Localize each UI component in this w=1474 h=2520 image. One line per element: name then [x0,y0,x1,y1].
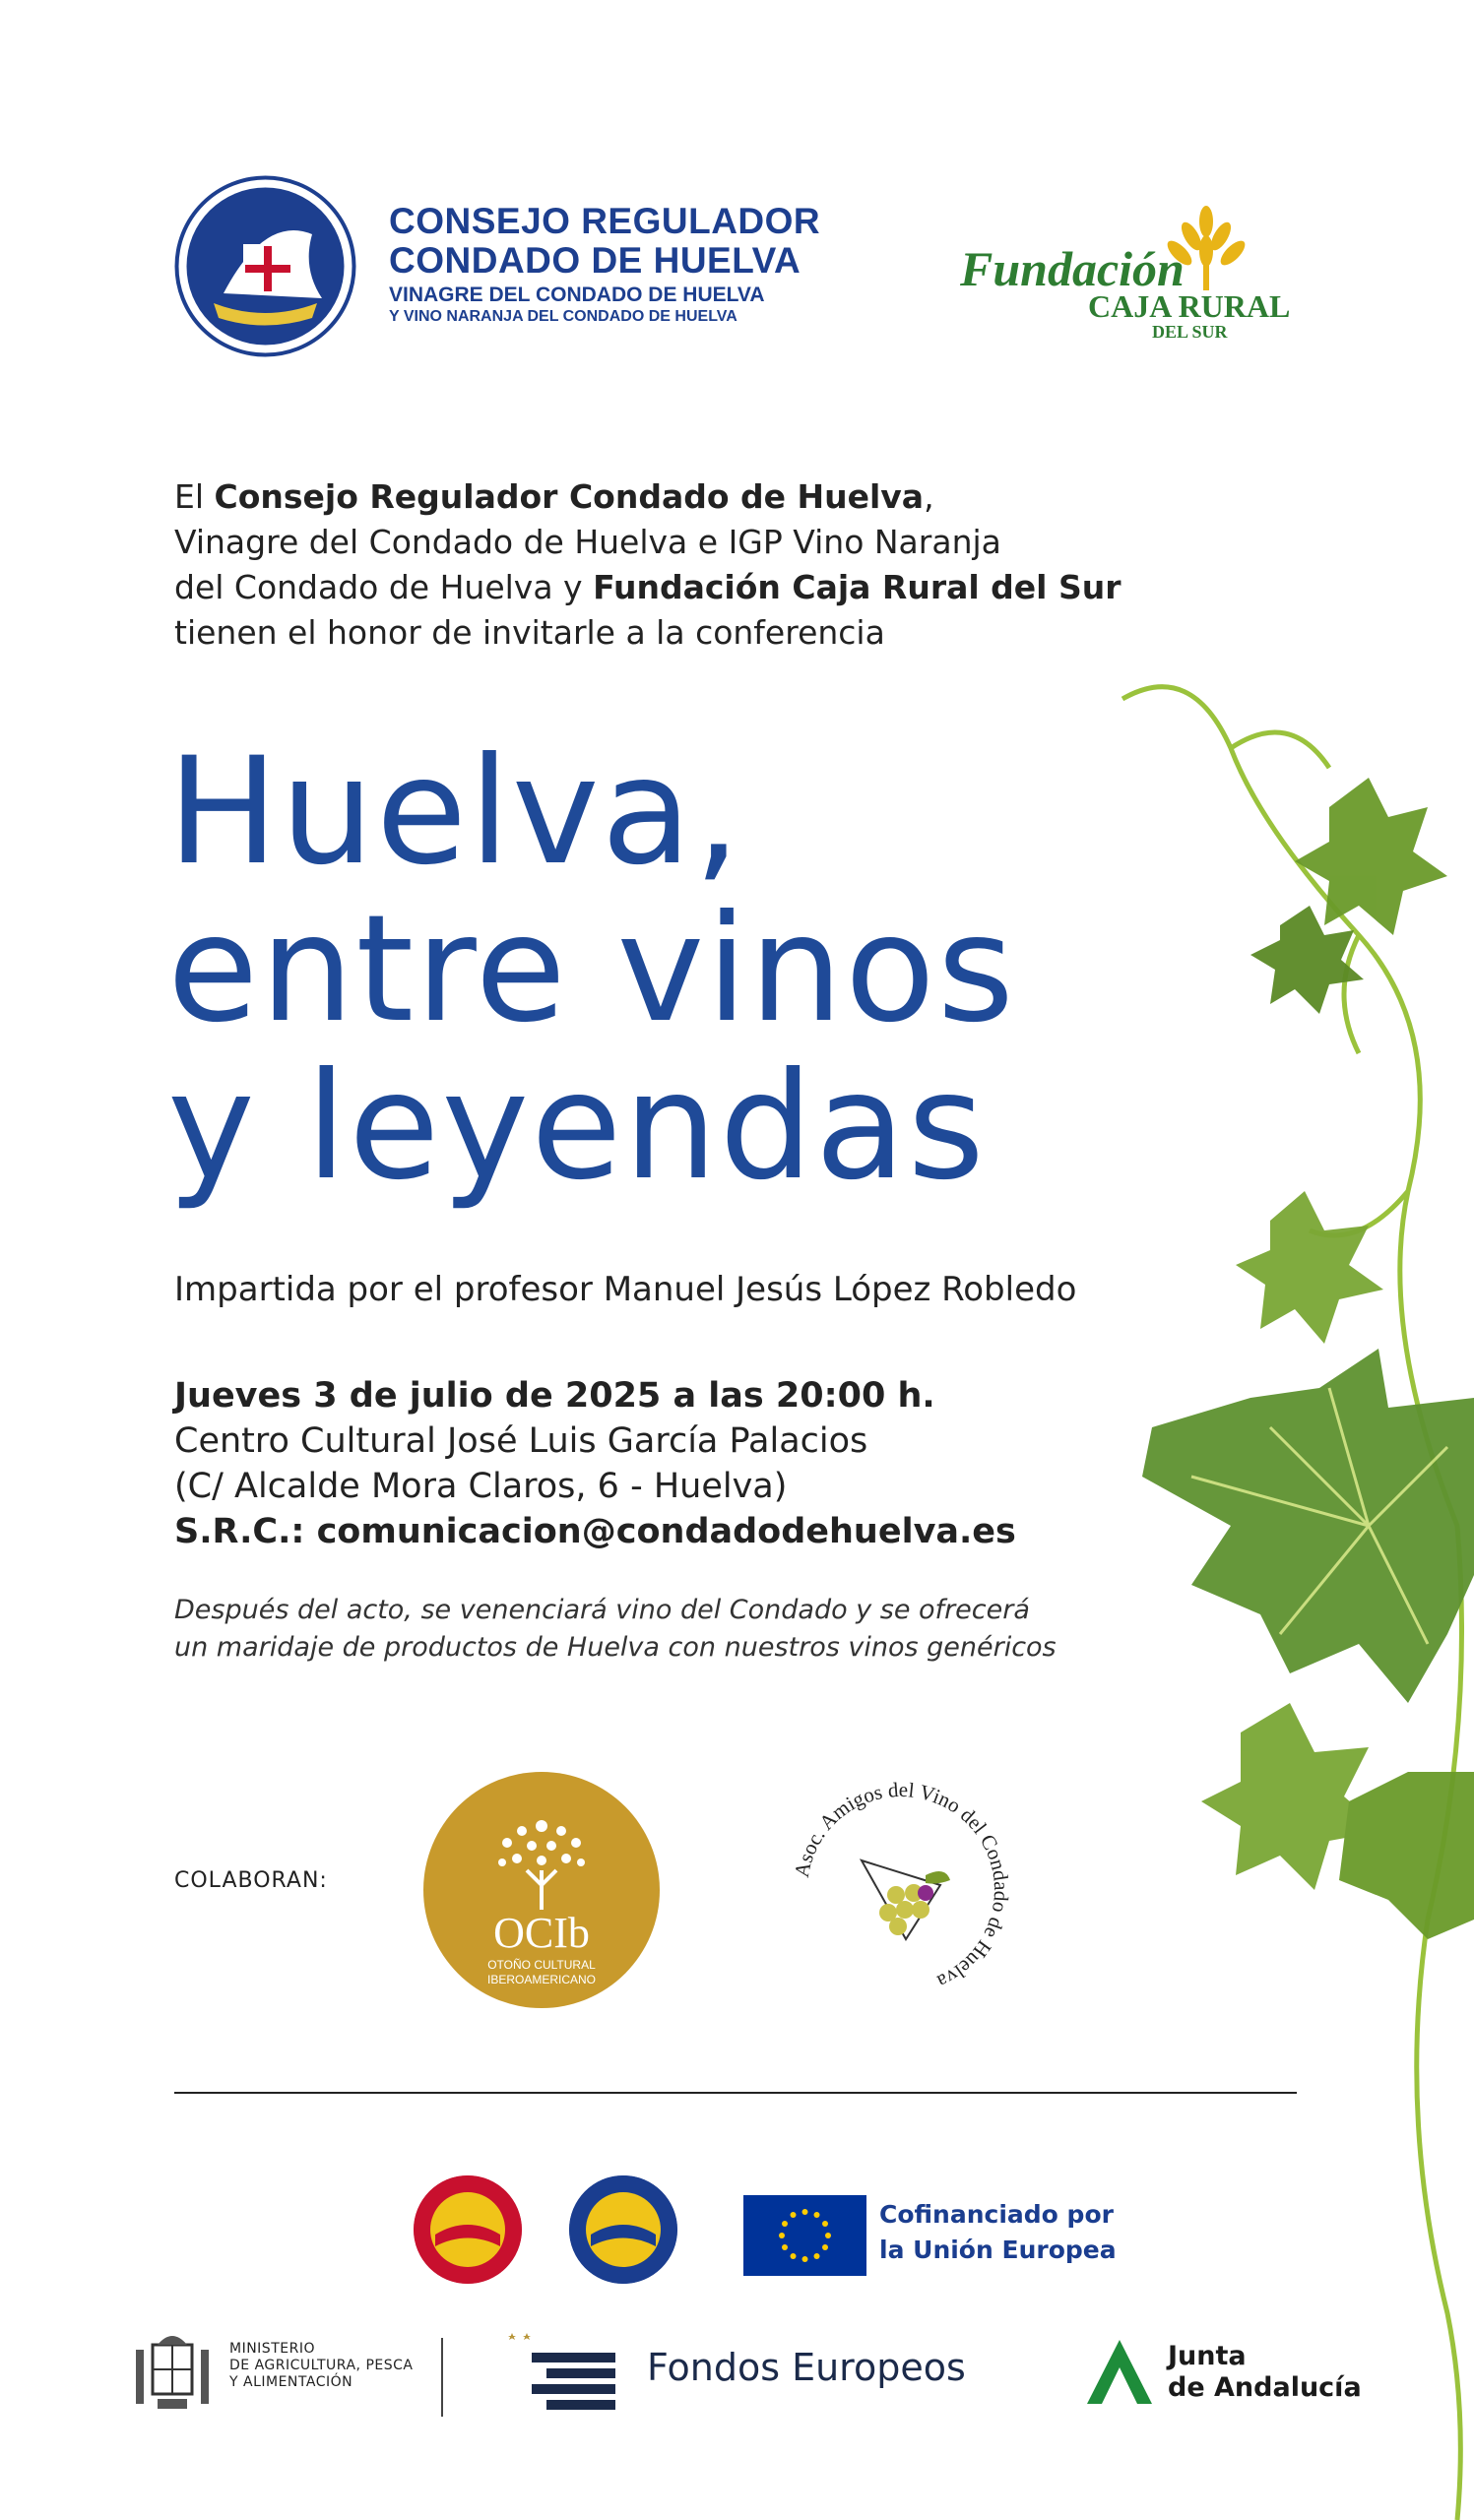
ministry-line-2: DE AGRICULTURA, PESCA [229,2358,414,2373]
indicacion-geografica-seal [569,2175,677,2284]
speaker-line: Impartida por el profesor Manuel Jesús López Robledo [174,1270,1077,1309]
intro-line-3 [174,565,1257,610]
intro-line-1 [174,474,1257,520]
svg-text:Asoc. Amigos del Vino del Cond [790,1778,1013,1994]
ocib-logo [423,1772,660,2008]
fundacion-caja-rural-logo [955,192,1310,340]
amigos-del-vino-logo [778,1767,1024,2013]
tree-icon [423,1772,660,2008]
ministry-text [229,2341,413,2391]
note-line-1: Después del acto, se venenciará vino del Condado y se ofrecerá [174,1595,1030,1625]
intro-bold: Fundación Caja Rural del Sur [593,568,1122,606]
junta-line-1: Junta [1168,2341,1247,2371]
ministry-line-1: MINISTERIO [229,2341,315,2357]
title-line-3: y leyendas [167,1041,987,1213]
event-address: (C/ Alcalde Mora Claros, 6 - Huelva) [174,1467,788,1506]
consejo-regulador-logo [174,175,356,357]
event-date: Jueves 3 de julio de 2025 a las 20:00 h. [174,1376,935,1416]
fondos-europeos-icon [502,2325,630,2420]
event-details [174,1373,1016,1554]
event-venue: Centro Cultural José Luis García Palacios [174,1421,868,1461]
del-sur-word: DEL SUR [1152,322,1228,340]
event-note [174,1592,1057,1667]
grapevine-illustration [1034,640,1474,2520]
intro-text: del Condado de Huelva y [174,568,594,606]
intro-bold: Consejo Regulador Condado de Huelva [214,477,925,516]
denominacion-origen-seal [414,2175,522,2284]
intro-paragraph [174,474,1257,656]
caja-rural-word: CAJA RURAL [1088,288,1291,324]
title-line-2: entre vinos [167,884,1016,1055]
consejo-line-3: VINAGRE DEL CONDADO DE HUELVA [389,284,765,306]
ocib-line-1: OTOÑO CULTURAL [487,1958,596,1972]
consejo-line-4: Y VINO NARANJA DEL CONDADO DE HUELVA [389,308,737,325]
eu-flag-icon [743,2195,866,2276]
intro-text: El [174,477,215,516]
intro-line-2: Vinagre del Condado de Huelva e IGP Vino Naranja [174,523,1001,561]
eu-line-1: Cofinanciado por [879,2200,1114,2229]
vine-leaf-icon [1142,778,1474,1939]
consejo-regulador-wordmark [389,202,820,327]
eu-line-2: la Unión Europea [879,2236,1117,2264]
intro-text: , [924,477,934,516]
ministry-separator [441,2338,443,2417]
ocib-line-2: IBEROAMERICANO [486,1973,597,1986]
consejo-line-2: CONDADO DE HUELVA [389,240,801,281]
fundacion-word: Fundación [960,241,1185,296]
spain-coat-of-arms-icon [128,2325,217,2420]
colaboran-label: COLABORAN: [174,1868,328,1893]
fondos-europeos-text: Fondos Europeos [647,2346,966,2389]
title-line-1: Huelva, [167,726,743,898]
note-line-2: un maridaje de productos de Huelva con nuestros vinos genéricos [174,1632,1057,1663]
ocib-mark: OCIb [493,1909,590,1957]
junta-line-2: de Andalucía [1168,2372,1362,2403]
consejo-line-1: CONSEJO REGULADOR [389,201,821,241]
ministry-line-3: Y ALIMENTACIÓN [229,2374,353,2390]
intro-line-4: tienen el honor de invitarle a la conferencia [174,613,885,652]
event-contact[interactable]: S.R.C.: comunicacion@condadodehuelva.es [174,1512,1016,1551]
amigos-circular-text: Asoc. Amigos del Vino del Condado de Huelva [789,1777,1014,1994]
